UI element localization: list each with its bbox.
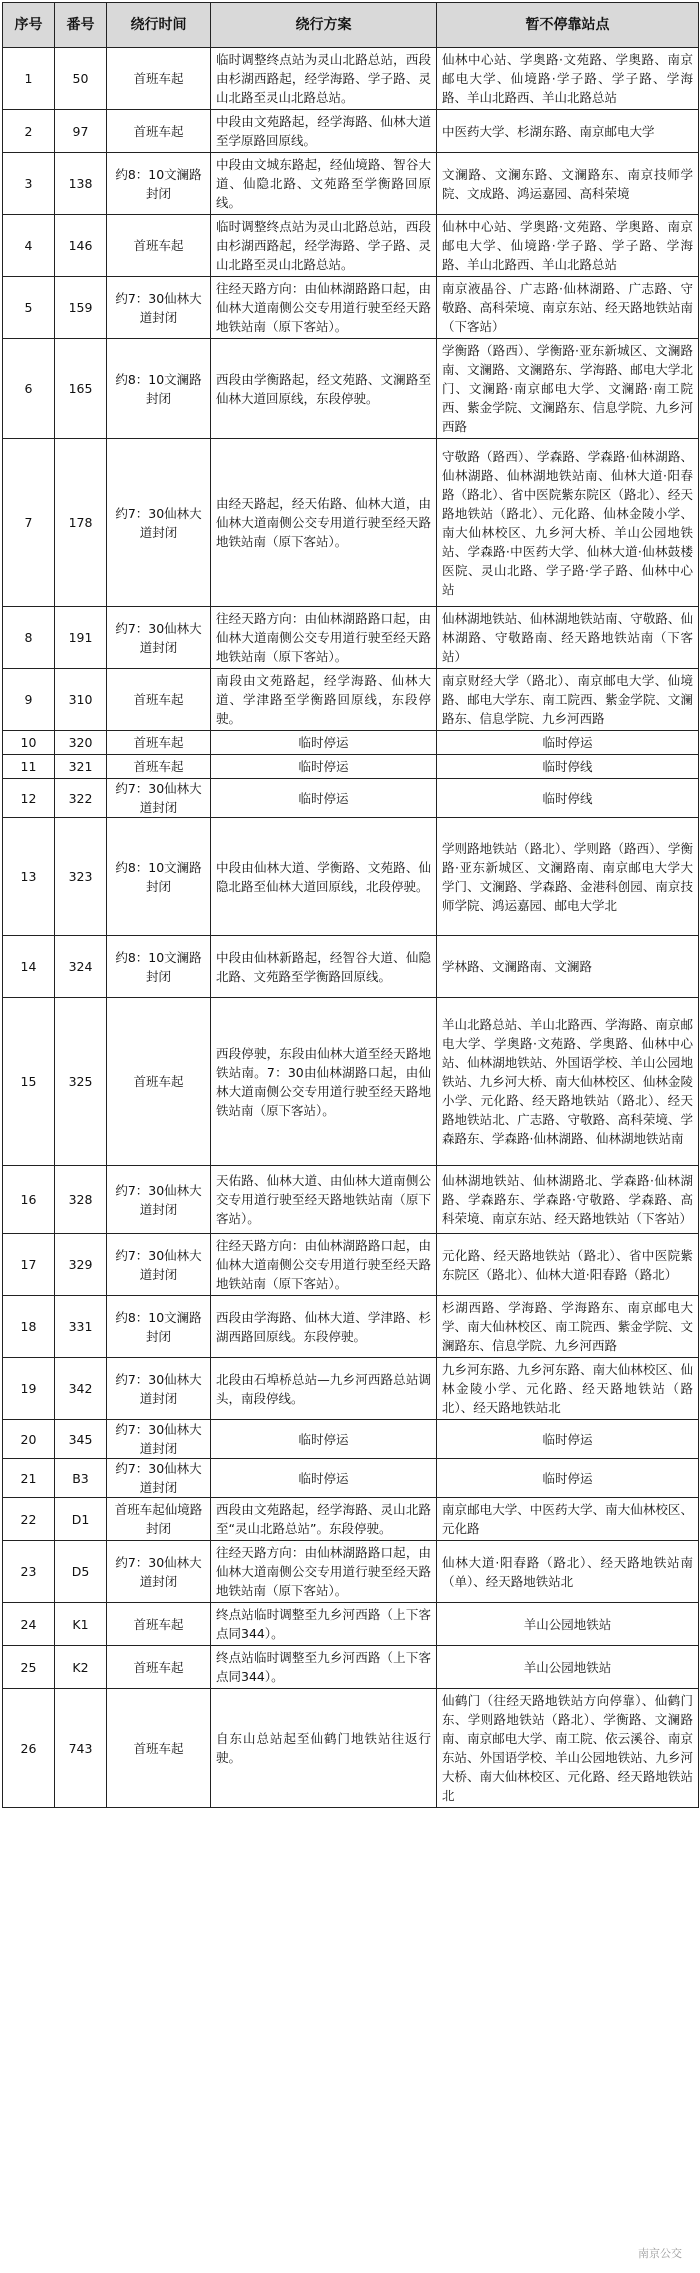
row-stops: 仙林大道·阳春路（路北）、经天路地铁站南（单）、经天路地铁站北 (437, 1541, 699, 1603)
row-route: 743 (55, 1689, 107, 1808)
row-time: 首班车起 (107, 110, 211, 153)
row-no: 10 (3, 731, 55, 755)
row-time: 约7：30仙林大道封闭 (107, 1459, 211, 1498)
table-row (3, 1541, 699, 1603)
row-plan: 临时停运 (211, 731, 437, 755)
row-time: 首班车起 (107, 215, 211, 277)
row-route: D1 (55, 1498, 107, 1541)
row-stops: 临时停运 (437, 1459, 699, 1498)
row-plan: 南段由文苑路起，经学海路、仙林大道、学津路至学衡路回原线，东段停驶。 (211, 669, 437, 731)
row-stops: 中医药大学、杉湖东路、南京邮电大学 (437, 110, 699, 153)
header-time: 绕行时间 (107, 3, 211, 48)
row-stops: 临时停运 (437, 731, 699, 755)
row-no: 18 (3, 1296, 55, 1358)
table-row (3, 1166, 699, 1234)
row-no: 19 (3, 1358, 55, 1420)
table-row (3, 936, 699, 998)
row-time: 首班车起 (107, 48, 211, 110)
row-time: 约7：30仙林大道封闭 (107, 779, 211, 818)
table-row (3, 110, 699, 153)
table-row (3, 779, 699, 818)
row-route: 320 (55, 731, 107, 755)
row-time: 首班车起 (107, 1689, 211, 1808)
row-stops: 学则路地铁站（路北）、学则路（路西）、学衡路·亚东新城区、文澜路南、南京邮电大学大学门、文澜路、学森路、金港科创园、南京技师学院、鸿运嘉园、邮电大学北 (437, 818, 699, 936)
row-route: B3 (55, 1459, 107, 1498)
row-plan: 中段由文苑路起，经学海路、仙林大道至学原路回原线。 (211, 110, 437, 153)
table-row (3, 1498, 699, 1541)
row-plan: 自东山总站起至仙鹤门地铁站往返行驶。 (211, 1689, 437, 1808)
row-time: 约8：10文澜路封闭 (107, 153, 211, 215)
row-no: 13 (3, 818, 55, 936)
table-row (3, 1646, 699, 1689)
row-time: 约7：30仙林大道封闭 (107, 277, 211, 339)
row-stops: 学林路、文澜路南、文澜路 (437, 936, 699, 998)
row-stops: 羊山北路总站、羊山北路西、学海路、南京邮电大学、学奥路·文苑路、学奥路、仙林中心站、仙林湖地铁站、外国语学校、羊山公园地铁站、九乡河大桥、南大仙林校区、仙林金陵小学、元化路、经天路地铁站（路北）、经天路地铁站北、广志路、守敬路、高科荣境、学森路东、学森路·仙林湖路、仙林湖地铁站南 (437, 998, 699, 1166)
row-route: 322 (55, 779, 107, 818)
row-time: 首班车起 (107, 1646, 211, 1689)
table-header-row (3, 3, 699, 48)
row-no: 21 (3, 1459, 55, 1498)
row-stops: 羊山公园地铁站 (437, 1646, 699, 1689)
row-route: 50 (55, 48, 107, 110)
row-no: 4 (3, 215, 55, 277)
table-row (3, 439, 699, 607)
row-plan: 北段由石埠桥总站—九乡河西路总站调头，南段停线。 (211, 1358, 437, 1420)
row-route: 159 (55, 277, 107, 339)
header-stops: 暂不停靠站点 (437, 3, 699, 48)
row-stops: 南京邮电大学、中医药大学、南大仙林校区、元化路 (437, 1498, 699, 1541)
row-no: 24 (3, 1603, 55, 1646)
row-plan: 临时调整终点站为灵山北路总站，西段由杉湖西路起，经学海路、学子路、灵山北路至灵山北路总站。 (211, 215, 437, 277)
row-no: 14 (3, 936, 55, 998)
row-stops: 南京液晶谷、广志路·仙林湖路、广志路、守敬路、高科荣境、南京东站、经天路地铁站南（下客站） (437, 277, 699, 339)
row-no: 16 (3, 1166, 55, 1234)
row-time: 约7：30仙林大道封闭 (107, 1234, 211, 1296)
row-stops: 仙林湖地铁站、仙林湖地铁站南、守敬路、仙林湖路、守敬路南、经天路地铁站南（下客站） (437, 607, 699, 669)
row-time: 首班车起 (107, 755, 211, 779)
row-plan: 天佑路、仙林大道、由仙林大道南侧公交专用道行驶至经天路地铁站南（原下客站）。 (211, 1166, 437, 1234)
table-row (3, 607, 699, 669)
row-plan: 临时停运 (211, 1459, 437, 1498)
row-route: 138 (55, 153, 107, 215)
row-route: 329 (55, 1234, 107, 1296)
row-stops: 临时停线 (437, 755, 699, 779)
row-plan: 临时停运 (211, 755, 437, 779)
row-no: 1 (3, 48, 55, 110)
row-route: 191 (55, 607, 107, 669)
row-time: 约8：10文澜路封闭 (107, 936, 211, 998)
table-row (3, 1459, 699, 1498)
table-row (3, 755, 699, 779)
row-route: 345 (55, 1420, 107, 1459)
row-stops: 学衡路（路西）、学衡路·亚东新城区、文澜路南、文澜路、文澜路东、学海路、邮电大学北门、文澜路·南京邮电大学、文澜路·南工院西、紫金学院、文澜路东、信息学院、九乡河西路 (437, 339, 699, 439)
row-route: 321 (55, 755, 107, 779)
row-plan: 中段由仙林大道、学衡路、文苑路、仙隐北路至仙林大道回原线，北段停驶。 (211, 818, 437, 936)
row-route: 97 (55, 110, 107, 153)
table-row (3, 731, 699, 755)
row-route: 165 (55, 339, 107, 439)
row-stops: 仙鹤门（往经天路地铁站方向停靠）、仙鹤门东、学则路地铁站（路北）、学衡路、文澜路南、南京邮电大学、南工院、依云溪谷、南京东站、外国语学校、羊山公园地铁站、九乡河大桥、南大仙林校区、元化路、经天路地铁站北 (437, 1689, 699, 1808)
row-plan: 往经天路方向：由仙林湖路路口起，由仙林大道南侧公交专用道行驶至经天路地铁站南（原下客站）。 (211, 1541, 437, 1603)
row-route: K1 (55, 1603, 107, 1646)
header-no: 序号 (3, 3, 55, 48)
row-plan: 西段由文苑路起，经学海路、灵山北路至“灵山北路总站”。东段停驶。 (211, 1498, 437, 1541)
row-plan: 临时停运 (211, 1420, 437, 1459)
row-stops: 九乡河东路、九乡河东路、南大仙林校区、仙林金陵小学、元化路、经天路地铁站（路北）、经天路地铁站北 (437, 1358, 699, 1420)
row-no: 3 (3, 153, 55, 215)
header-route: 番号 (55, 3, 107, 48)
table-row (3, 215, 699, 277)
row-time: 首班车起 (107, 731, 211, 755)
row-stops: 仙林中心站、学奥路·文苑路、学奥路、南京邮电大学、仙境路·学子路、学子路、学海路、羊山北路西、羊山北路总站 (437, 48, 699, 110)
row-no: 15 (3, 998, 55, 1166)
row-route: D5 (55, 1541, 107, 1603)
table-row (3, 1689, 699, 1808)
row-route: 331 (55, 1296, 107, 1358)
row-route: 325 (55, 998, 107, 1166)
row-stops: 杉湖西路、学海路、学海路东、南京邮电大学、南大仙林校区、南工院西、紫金学院、文澜路东、信息学院、九乡河西路 (437, 1296, 699, 1358)
table-row (3, 1420, 699, 1459)
row-no: 25 (3, 1646, 55, 1689)
row-plan: 终点站临时调整至九乡河西路（上下客点同344）。 (211, 1646, 437, 1689)
row-time: 约7：30仙林大道封闭 (107, 1420, 211, 1459)
row-route: 146 (55, 215, 107, 277)
row-plan: 临时停运 (211, 779, 437, 818)
table-row (3, 48, 699, 110)
row-time: 首班车起 (107, 998, 211, 1166)
row-time: 首班车起 (107, 669, 211, 731)
row-stops: 仙林湖地铁站、仙林湖路北、学森路·仙林湖路、学森路东、学森路·守敬路、学森路、高科荣境、南京东站、经天路地铁站（下客站） (437, 1166, 699, 1234)
row-time: 约7：30仙林大道封闭 (107, 1358, 211, 1420)
table-row (3, 1358, 699, 1420)
table-row (3, 818, 699, 936)
row-plan: 西段由学衡路起，经文苑路、文澜路至仙林大道回原线，东段停驶。 (211, 339, 437, 439)
row-time: 约7：30仙林大道封闭 (107, 1541, 211, 1603)
row-no: 9 (3, 669, 55, 731)
row-stops: 南京财经大学（路北）、南京邮电大学、仙境路、邮电大学东、南工院西、紫金学院、文澜路东、信息学院、九乡河西路 (437, 669, 699, 731)
row-stops: 元化路、经天路地铁站（路北）、省中医院紫东院区（路北）、仙林大道·阳春路（路北） (437, 1234, 699, 1296)
table-row (3, 1603, 699, 1646)
row-plan: 往经天路方向：由仙林湖路路口起，由仙林大道南侧公交专用道行驶至经天路地铁站南（原下客站）。 (211, 1234, 437, 1296)
table-row (3, 1296, 699, 1358)
row-stops: 文澜路、文澜东路、文澜路东、南京技师学院、文成路、鸿运嘉园、高科荣境 (437, 153, 699, 215)
row-no: 26 (3, 1689, 55, 1808)
row-plan: 往经天路方向：由仙林湖路路口起，由仙林大道南侧公交专用道行驶至经天路地铁站南（原下客站）。 (211, 277, 437, 339)
row-plan: 西段由学海路、仙林大道、学津路、杉湖西路回原线。东段停驶。 (211, 1296, 437, 1358)
row-no: 20 (3, 1420, 55, 1459)
row-route: 328 (55, 1166, 107, 1234)
row-plan: 由经天路起，经天佑路、仙林大道，由仙林大道南侧公交专用道行驶至经天路地铁站南（原下客站）。 (211, 439, 437, 607)
row-route: 323 (55, 818, 107, 936)
row-no: 7 (3, 439, 55, 607)
row-time: 约8：10文澜路封闭 (107, 1296, 211, 1358)
table-row (3, 1234, 699, 1296)
row-no: 12 (3, 779, 55, 818)
row-plan: 终点站临时调整至九乡河西路（上下客点同344）。 (211, 1603, 437, 1646)
row-plan: 中段由仙林新路起，经智谷大道、仙隐北路、文苑路至学衡路回原线。 (211, 936, 437, 998)
row-stops: 临时停运 (437, 1420, 699, 1459)
row-route: 324 (55, 936, 107, 998)
row-plan: 往经天路方向：由仙林湖路路口起，由仙林大道南侧公交专用道行驶至经天路地铁站南（原下客站）。 (211, 607, 437, 669)
row-no: 22 (3, 1498, 55, 1541)
row-plan: 中段由文城东路起，经仙境路、智谷大道、仙隐北路、文苑路至学衡路回原线。 (211, 153, 437, 215)
table-body (3, 48, 699, 1808)
row-stops: 仙林中心站、学奥路·文苑路、学奥路、南京邮电大学、仙境路·学子路、学子路、学海路、羊山北路西、羊山北路总站 (437, 215, 699, 277)
watermark-text: 南京公交 (638, 2247, 682, 2260)
row-stops: 守敬路（路西）、学森路、学森路·仙林湖路、仙林湖路、仙林湖地铁站南、仙林大道·阳春路（路北）、省中医院紫东院区（路北）、经天路地铁站（路北）、元化路、仙林金陵小学、南大仙林校区、九乡河大桥、羊山公园地铁站、学森路·中医药大学、仙林大道·仙林鼓楼医院、灵山北路、学子路·学子路、仙林中心站 (437, 439, 699, 607)
row-route: 178 (55, 439, 107, 607)
table-row (3, 339, 699, 439)
table-row (3, 277, 699, 339)
row-route: 342 (55, 1358, 107, 1420)
row-no: 6 (3, 339, 55, 439)
row-stops: 临时停线 (437, 779, 699, 818)
row-time: 首班车起仙境路封闭 (107, 1498, 211, 1541)
row-time: 约7：30仙林大道封闭 (107, 1166, 211, 1234)
row-time: 约7：30仙林大道封闭 (107, 439, 211, 607)
row-stops: 羊山公园地铁站 (437, 1603, 699, 1646)
table-row (3, 153, 699, 215)
detour-schedule-table (2, 2, 699, 1808)
row-plan: 临时调整终点站为灵山北路总站，西段由杉湖西路起，经学海路、学子路、灵山北路至灵山北路总站。 (211, 48, 437, 110)
row-time: 约8：10文澜路封闭 (107, 339, 211, 439)
table-row (3, 998, 699, 1166)
row-no: 23 (3, 1541, 55, 1603)
row-time: 约8：10文澜路封闭 (107, 818, 211, 936)
row-time: 约7：30仙林大道封闭 (107, 607, 211, 669)
header-plan: 绕行方案 (211, 3, 437, 48)
row-no: 17 (3, 1234, 55, 1296)
row-route: K2 (55, 1646, 107, 1689)
row-no: 5 (3, 277, 55, 339)
row-time: 首班车起 (107, 1603, 211, 1646)
row-no: 2 (3, 110, 55, 153)
row-route: 310 (55, 669, 107, 731)
row-no: 8 (3, 607, 55, 669)
row-no: 11 (3, 755, 55, 779)
table-row (3, 669, 699, 731)
row-plan: 西段停驶，东段由仙林大道至经天路地铁站南。7：30由仙林湖路口起，由仙林大道南侧公交专用道行驶至经天路地铁站南（原下客站）。 (211, 998, 437, 1166)
